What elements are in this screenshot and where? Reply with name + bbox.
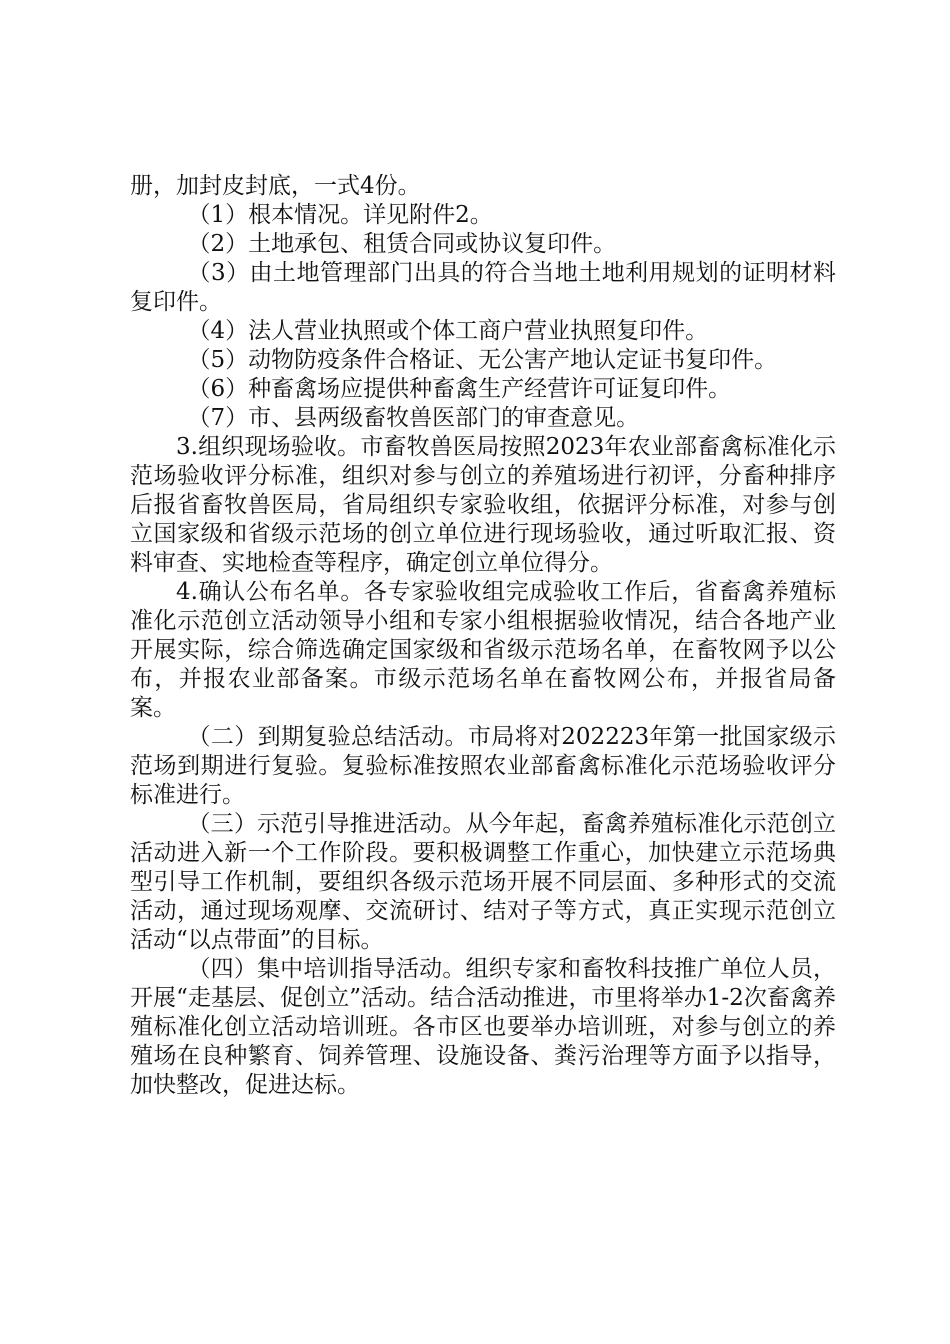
list-item-business-license: （4）法人营业执照或个体工商户营业执照复印件。 [187, 318, 709, 344]
paragraph-demonstration: （三）示范引导推进活动。从今年起，畜禽养殖标准化示范创立活动进入新一个工作阶段。要积极调整工作重心，加快建立示范场典型引导工作机制，要组织各级示范场开展不同层面、多种形式的交流活动，通过现场观摩、交流研讨、结对子等方式，真正实现示范创立活动“以点带面”的目标。 [130, 811, 836, 953]
paragraph-training: （四）集中培训指导活动。组织专家和畜牧科技推广单位人员，开展“走基层、促创立”活动。结合活动推进，市里将举办1-2次畜禽养殖标准化创立活动培训班。各市区也要举办培训班，对参与创立的养殖场在良种繁育、饲养管理、设施设备、粪污治理等方面予以指导，加快整改，促进达标。 [130, 956, 836, 1098]
paragraph-site-inspection: 3.组织现场验收。市畜牧兽医局按照2023年农业部畜禽标准化示范场验收评分标准，组织对参与创立的养殖场进行初评，分畜种排序后报省畜牧兽医局，省局组织专家验收组，依据评分标准，对参与创立国家级和省级示范场的创立单位进行现场验收，通过听取汇报、资料审查、实地检查等程序，确定创立单位得分。 [130, 434, 836, 576]
list-item-review-opinion: （7）市、县两级畜牧兽医部门的审查意见。 [187, 405, 640, 431]
list-item-basic-info: （1）根本情况。详见附件2。 [187, 202, 493, 228]
list-item-epidemic-certificate: （5）动物防疫条件合格证、无公害产地认定证书复印件。 [187, 347, 778, 373]
paragraph-reinspection: （二）到期复验总结活动。市局将对202223年第一批国家级示范场到期进行复验。复验标准按照农业部畜禽标准化示范场验收评分标准进行。 [130, 724, 836, 808]
list-item-land-contract: （2）土地承包、租赁合同或协议复印件。 [187, 231, 617, 257]
list-item-land-certificate: （3）由土地管理部门出具的符合当地土地利用规划的证明材料复印件。 [130, 260, 836, 315]
paragraph-publish-list: 4.确认公布名单。各专家验收组完成验收工作后，省畜禽养殖标准化示范创立活动领导小组和专家小组根据验收情况，结合各地产业开展实际，综合筛选确定国家级和省级示范场名单，在畜牧网予以公布，并报农业部备案。市级示范场名单在畜牧网公布，并报省局备案。 [130, 579, 836, 721]
list-item-breeding-license: （6）种畜禽场应提供种畜禽生产经营许可证复印件。 [187, 376, 732, 402]
paragraph-continuation: 册，加封皮封底，一式4份。 [130, 173, 421, 199]
document-body [130, 172, 836, 1100]
